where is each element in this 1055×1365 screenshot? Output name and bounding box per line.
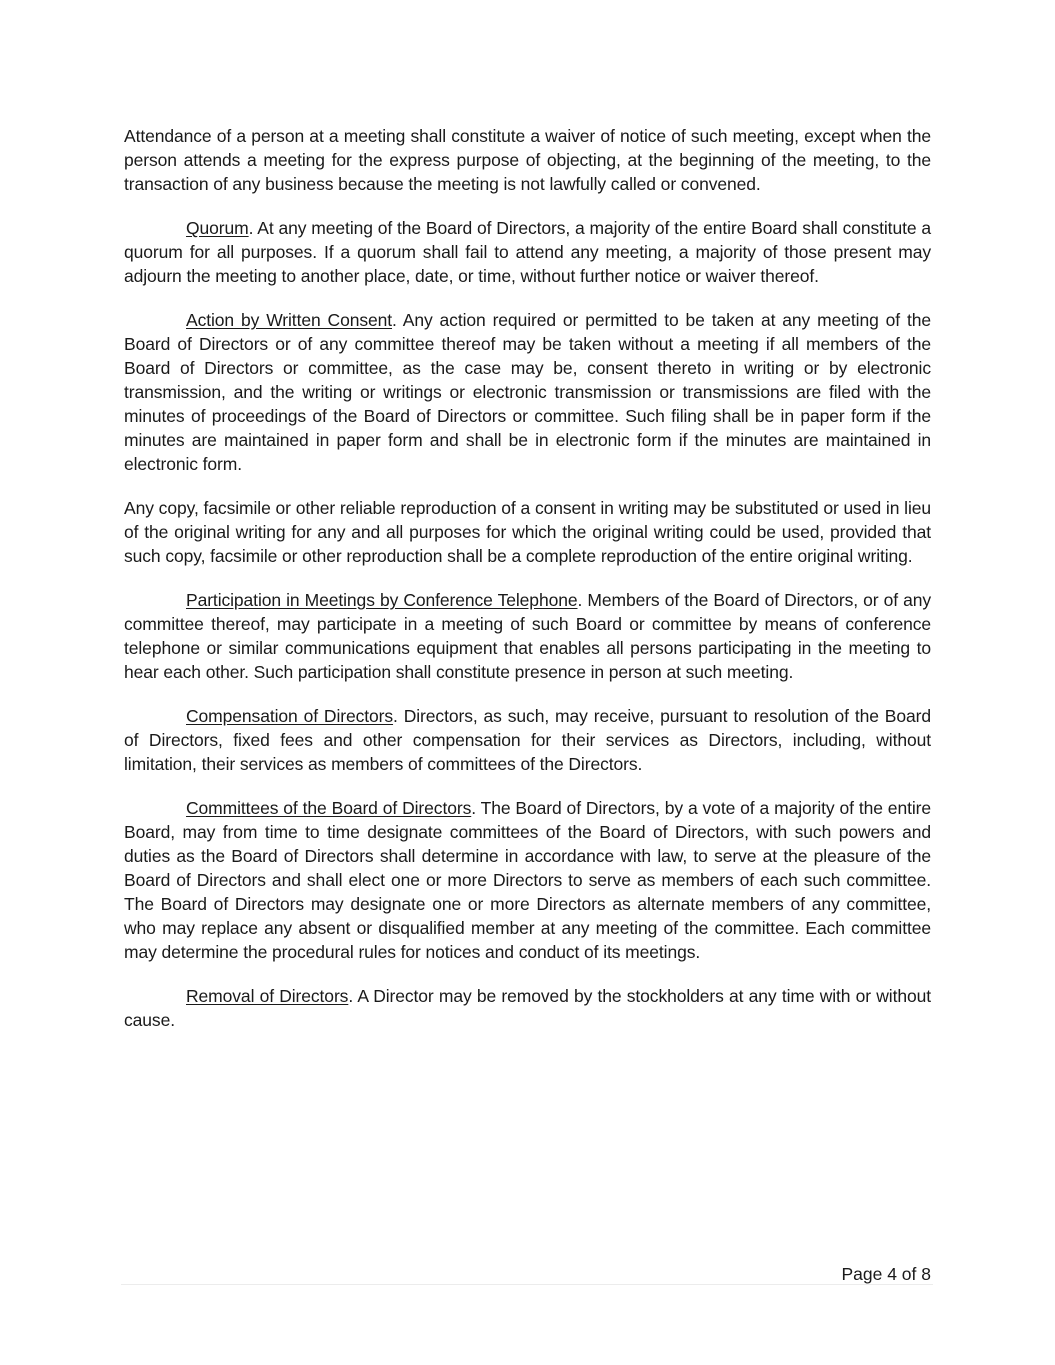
paragraph-text: Attendance of a person at a meeting shall constitute a waiver of notice of such meeting, except when the person attends a meeting for the express purpose of objecting, at the beginning of the meeting, to the transaction of any business because the meeting is not lawfully called or convened. — [124, 126, 931, 194]
paragraph-text: . A Director may be removed by the stockholders at any time with or without cause. — [124, 986, 931, 1030]
paragraph-text: . Any action required or permitted to be taken at any meeting of the Board of Directors or of any committee thereof may be taken without a meeting if all members of the Board of Directors or committee, as the case may be, consent thereto in writing or by electronic transmission, and the writing or writings or electronic transmission or transmissions are filed with the minutes of proceedings of the Board of Directors or committee. Such filing shall be in paper form if the minutes are maintained in paper form and shall be in electronic form if the minutes are maintained in electronic form. — [124, 310, 931, 474]
section-heading-written-consent: Action by Written Consent — [186, 310, 393, 330]
footer-divider — [121, 1284, 933, 1285]
paragraph-conference-telephone — [124, 588, 931, 684]
section-heading-committees: Committees of the Board of Directors — [186, 798, 472, 818]
paragraph-consent-copy — [124, 496, 931, 568]
section-heading-compensation: Compensation of Directors — [186, 706, 394, 726]
section-heading-quorum: Quorum — [186, 218, 249, 238]
paragraph-text: . The Board of Directors, by a vote of a majority of the entire Board, may from time to time designate committees of the Board of Directors, with such powers and duties as the Board of Directors shall determine in accordance with law, to serve at the pleasure of the Board of Directors and shall elect one or more Directors to serve as members of each such committee. The Board of Directors may designate one or more Directors as alternate members of any committee, who may replace any absent or disqualified member at any meeting of the committee. Each committee may determine the procedural rules for notices and conduct of its meetings. — [124, 798, 931, 962]
paragraph-quorum — [124, 216, 931, 288]
paragraph-text: Any copy, facsimile or other reliable reproduction of a consent in writing may be substituted or used in lieu of the original writing for any and all purposes for which the original writing could be used, provided that such copy, facsimile or other reproduction shall be a complete reproduction of the entire original writing. — [124, 498, 931, 566]
paragraph-text: . Directors, as such, may receive, pursuant to resolution of the Board of Directors, fixed fees and other compensation for their services as Directors, including, without limitation, their services as members of committees of the Directors. — [124, 706, 932, 774]
paragraph-compensation — [124, 704, 931, 776]
paragraph-text: . At any meeting of the Board of Directors, a majority of the entire Board shall constitute a quorum for all purposes. If a quorum shall fail to attend any meeting, a majority of those present may adjourn the meeting to another place, date, or time, without further notice or waiver thereof. — [124, 218, 931, 286]
paragraph-attendance-waiver — [124, 124, 931, 196]
section-heading-conference-telephone: Participation in Meetings by Conference Telephone — [186, 590, 578, 610]
paragraph-committees — [124, 796, 931, 964]
paragraph-removal — [124, 984, 931, 1032]
paragraph-text: . Members of the Board of Directors, or of any committee thereof, may participate in a meeting of such Board or committee by means of conference telephone or similar communications equipment that enables all persons participating in the meeting to hear each other. Such participation shall constitute presence in person at such meeting. — [124, 590, 931, 682]
paragraph-written-consent — [124, 308, 931, 476]
page-number: Page 4 of 8 — [841, 1264, 931, 1284]
document-body — [124, 124, 931, 1052]
section-heading-removal: Removal of Directors — [186, 986, 349, 1006]
